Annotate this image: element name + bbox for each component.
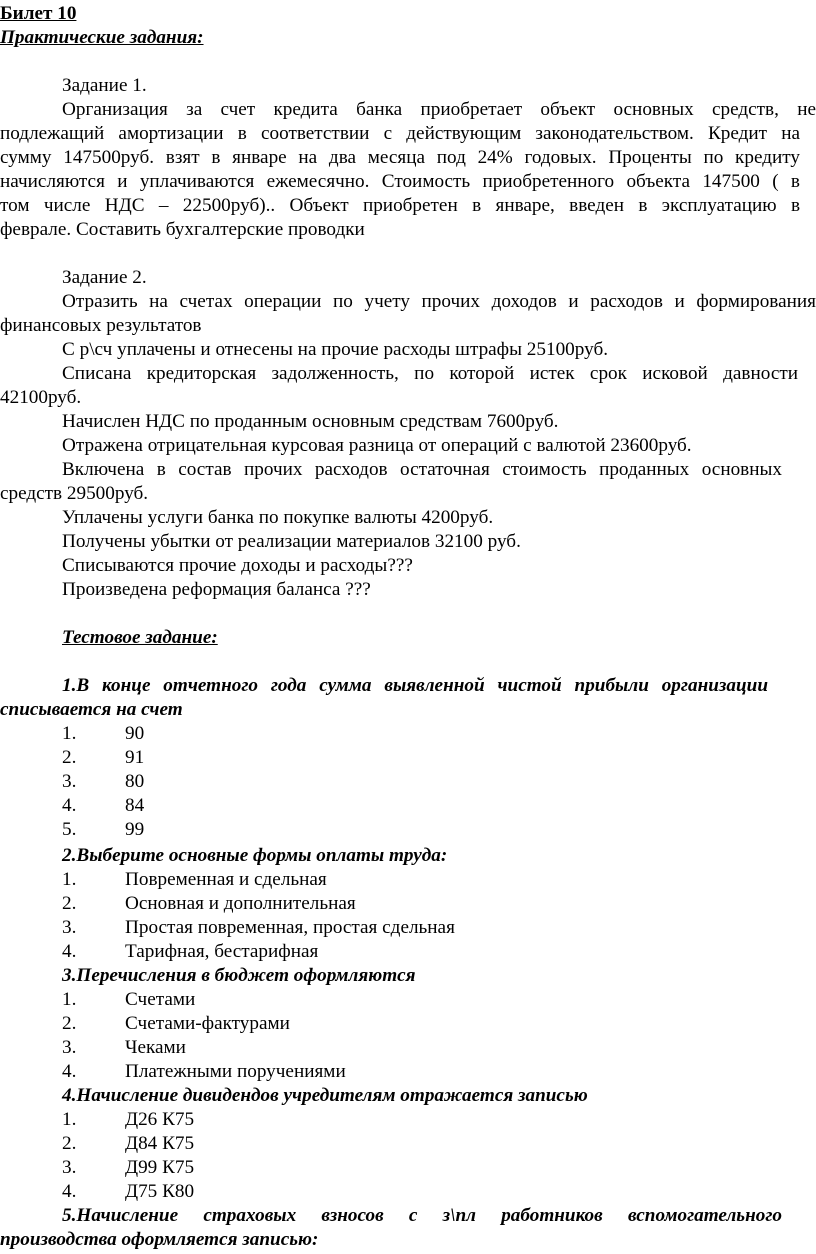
task2-line: С р\сч уплачены и отнесены на прочие расходы штрафы 25100руб. [62,339,609,360]
task1-line: Организация за счет кредита банка приобретает объект основных средств, не [62,99,816,120]
task2-line: Отразить на счетах операции по учету прочих доходов и расходов и формирования [62,291,816,312]
task2-line: средств 29500руб. [0,483,149,504]
question-text: 2.Выберите основные формы оплаты труда: [62,845,448,866]
task1-title: Задание 1. [62,75,147,96]
question-text: 5.Начисление страховых взносов с з\пл работников вспомогательного [62,1205,782,1226]
task2-line: Начислен НДС по проданным основным средствам 7600руб. [62,411,559,432]
question-text: списывается на счет [0,699,183,720]
task1-line: феврале. Составить бухгалтерские проводки [0,219,365,240]
task2-line: Включена в состав прочих расходов остаточная стоимость проданных основных [62,459,782,480]
task2-line: Получены убытки от реализации материалов 32100 руб. [62,531,521,552]
task2-title: Задание 2. [62,267,147,288]
task2-line: Произведена реформация баланса ??? [62,579,371,600]
question-text: 1.В конце отчетного года сумма выявленной чистой прибыли организации [62,675,768,696]
question-text: 3.Перечисления в бюджет оформляются [62,965,416,986]
practical-heading: Практические задания: [0,27,204,48]
task2-line: Отражена отрицательная курсовая разница от операций с валютой 23600руб. [62,435,692,456]
document-page: Билет 10 Практические задания: Задание 1. Организация за счет кредита банка приобретает объект основных средств, не подлежащий амортизации в соответствии с действующим законодательством. Кредит на сумму 147500руб. взят в январе на два месяца под 24% годовых. Проценты по кредиту начисляются и уплачиваются ежемесячно. Стоимость приобретенного объекта 147500 ( в том числе НДС – 22500руб).. Объект приобретен в январе, введен в эксплуатацию в феврале. Составить бухгалтерские проводки Задание 2. Отразить на счетах операции по учету прочих доходов и расходов и формирования финансовых результатов С р\сч уплачены и отнесены на прочие расходы штрафы 25100руб. Списана кредиторская задолженность, по которой истек срок исковой давности 42100руб. Начислен НДС по проданным основным средствам 7600руб. Отражена отрицательная курсовая разница от операций с валютой 23600руб. Включена в состав прочих расходов остаточная стоимость проданных основных средств 29500руб. Уплачены услуги банка по покупке валюты 4200руб. Получены убытки от реализации материалов 32100 руб. Списываются прочие доходы и расходы??? Произведена реформация баланса ??? Тестовое задание: 1.В конце отчетного года сумма выявленной чистой прибыли организации списывается на счет 1. 90 2. 91 3. 80 4. 84 5. 99 2.Выберите основные формы оплаты труда: 1. Повременная и сдельная 2. Основная и дополнительная 3. Простая повременная, простая сдельная 4. Тарифная, бестарифная 3.Перечисления в бюджет оформляются 1. Счетами 2. Счетами-фактурами 3. Чеками 4. Платежными поручениями 4.Начисление дивидендов учредителям отражается записью 1. Д26 К75 2. Д84 К75 3. Д99 К75 4. Д75 К80 5.Начисление страховых взносов с з\пл работников вспомогательного производства оформляется записью: [0,0,816,1254]
task2-line: 42100руб. [0,387,82,408]
task2-line: финансовых результатов [0,315,202,336]
task2-line: Списываются прочие доходы и расходы??? [62,555,413,576]
ticket-title: Билет 10 [0,3,77,24]
question-text: 4.Начисление дивидендов учредителям отражается записью [62,1085,588,1106]
test-heading: Тестовое задание: [62,627,218,648]
task1-line: том числе НДС – 22500руб).. Объект приобретен в январе, введен в эксплуатацию в [0,195,800,216]
task2-line: Списана кредиторская задолженность, по которой истек срок исковой давности [62,363,798,384]
task1-line: начисляются и уплачиваются ежемесячно. Стоимость приобретенного объекта 147500 ( в [0,171,800,192]
task1-line: сумму 147500руб. взят в январе на два месяца под 24% годовых. Проценты по кредиту [0,147,800,168]
task1-line: подлежащий амортизации в соответствии с действующим законодательством. Кредит на [0,123,800,144]
task2-line: Уплачены услуги банка по покупке валюты 4200руб. [62,507,494,528]
question-text: производства оформляется записью: [0,1229,319,1250]
